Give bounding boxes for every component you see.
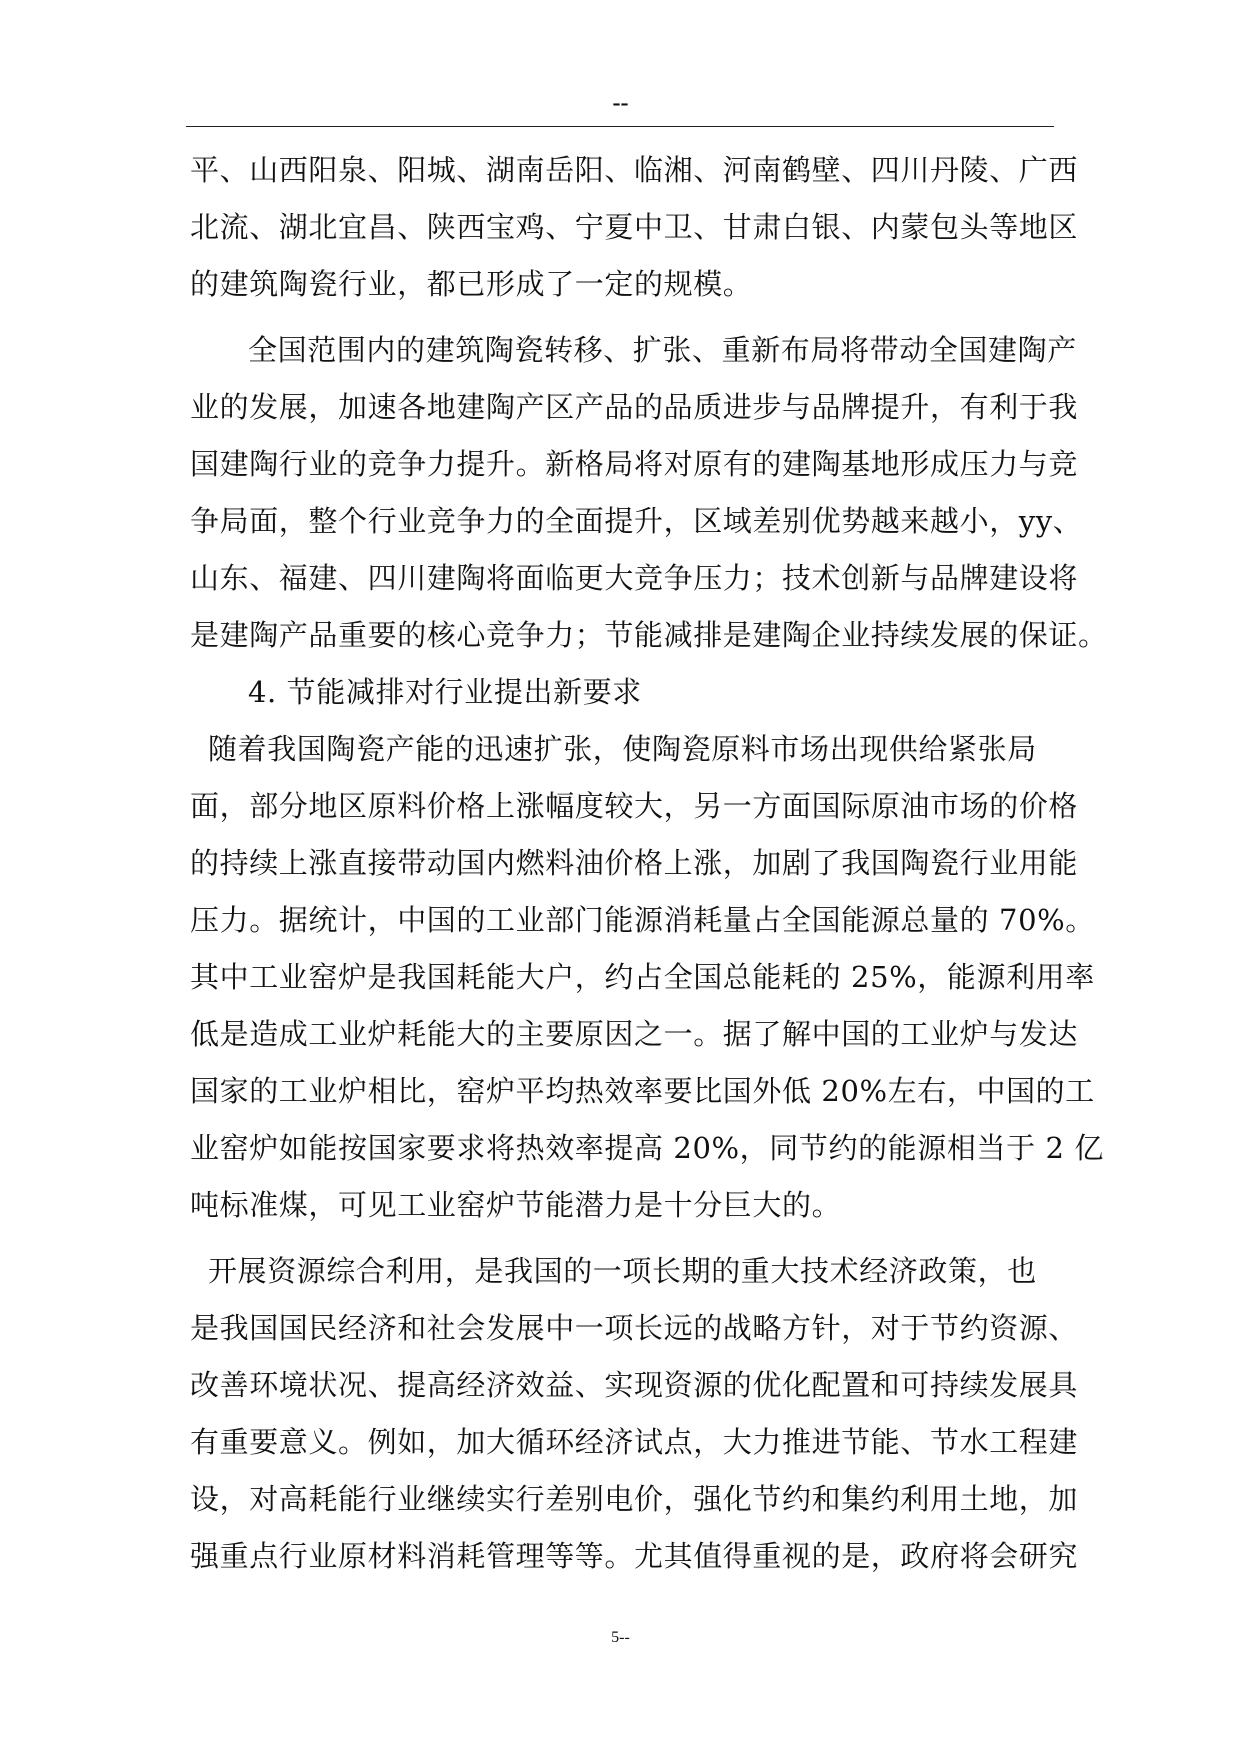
paragraph-start-line: 随着我国陶瓷产能的迅速扩张，使陶瓷原料市场出现供给紧张局	[208, 732, 1037, 766]
text-line: 设，对高耗能行业继续实行差别电价，强化节约和集约利用土地，加	[190, 1482, 1079, 1516]
text-line: 吨标准煤，可见工业窑炉节能潜力是十分巨大的。	[190, 1188, 842, 1222]
text-line: 业的发展，加速各地建陶产区产品的品质进步与品牌提升，有利于我	[190, 390, 1079, 424]
section-heading: 4. 节能减排对行业提出新要求	[248, 675, 642, 709]
text-line: 低是造成工业炉耗能大的主要原因之一。据了解中国的工业炉与发达	[190, 1017, 1079, 1051]
text-line: 是建陶产品重要的核心竞争力；节能减排是建陶企业持续发展的保证。	[190, 618, 1108, 652]
text-line: 面，部分地区原料价格上涨幅度较大，另一方面国际原油市场的价格	[190, 789, 1079, 823]
paragraph-start-line: 开展资源综合利用，是我国的一项长期的重大技术经济政策，也	[208, 1254, 1037, 1288]
text-line: 山东、福建、四川建陶将面临更大竞争压力；技术创新与品牌建设将	[190, 561, 1079, 595]
paragraph-start-line: 全国范围内的建筑陶瓷转移、扩张、重新布局将带动全国建陶产	[248, 333, 1077, 367]
text-line: 是我国国民经济和社会发展中一项长远的战略方针，对于节约资源、	[190, 1311, 1079, 1345]
header-divider	[186, 126, 1054, 127]
text-line: 北流、湖北宜昌、陕西宝鸡、宁夏中卫、甘肃白银、内蒙包头等地区	[190, 210, 1079, 244]
page-header: --	[612, 90, 629, 116]
text-line: 国家的工业炉相比，窑炉平均热效率要比国外低 20%左右，中国的工	[190, 1074, 1095, 1108]
text-line: 的建筑陶瓷行业，都已形成了一定的规模。	[190, 267, 753, 301]
text-line: 国建陶行业的竞争力提升。新格局将对原有的建陶基地形成压力与竞	[190, 447, 1079, 481]
text-line: 有重要意义。例如，加大循环经济试点，大力推进节能、节水工程建	[190, 1425, 1079, 1459]
text-line: 业窑炉如能按国家要求将热效率提高 20%，同节约的能源相当于 2 亿	[190, 1131, 1104, 1165]
text-line: 其中工业窑炉是我国耗能大户，约占全国总能耗的 25%，能源利用率	[190, 960, 1095, 994]
text-line: 强重点行业原材料消耗管理等等。尤其值得重视的是，政府将会研究	[190, 1539, 1079, 1573]
text-line: 改善环境状况、提高经济效益、实现资源的优化配置和可持续发展具	[190, 1368, 1079, 1402]
document-body	[190, 142, 1108, 1585]
page-number: 5--	[611, 1629, 630, 1646]
text-line: 争局面，整个行业竞争力的全面提升，区域差别优势越来越小，yy、	[190, 504, 1083, 538]
text-line: 平、山西阳泉、阳城、湖南岳阳、临湘、河南鹤壁、四川丹陵、广西	[190, 153, 1079, 187]
text-line: 的持续上涨直接带动国内燃料油价格上涨，加剧了我国陶瓷行业用能	[190, 846, 1079, 880]
text-line: 压力。据统计，中国的工业部门能源消耗量占全国能源总量的 70%。	[190, 903, 1095, 937]
